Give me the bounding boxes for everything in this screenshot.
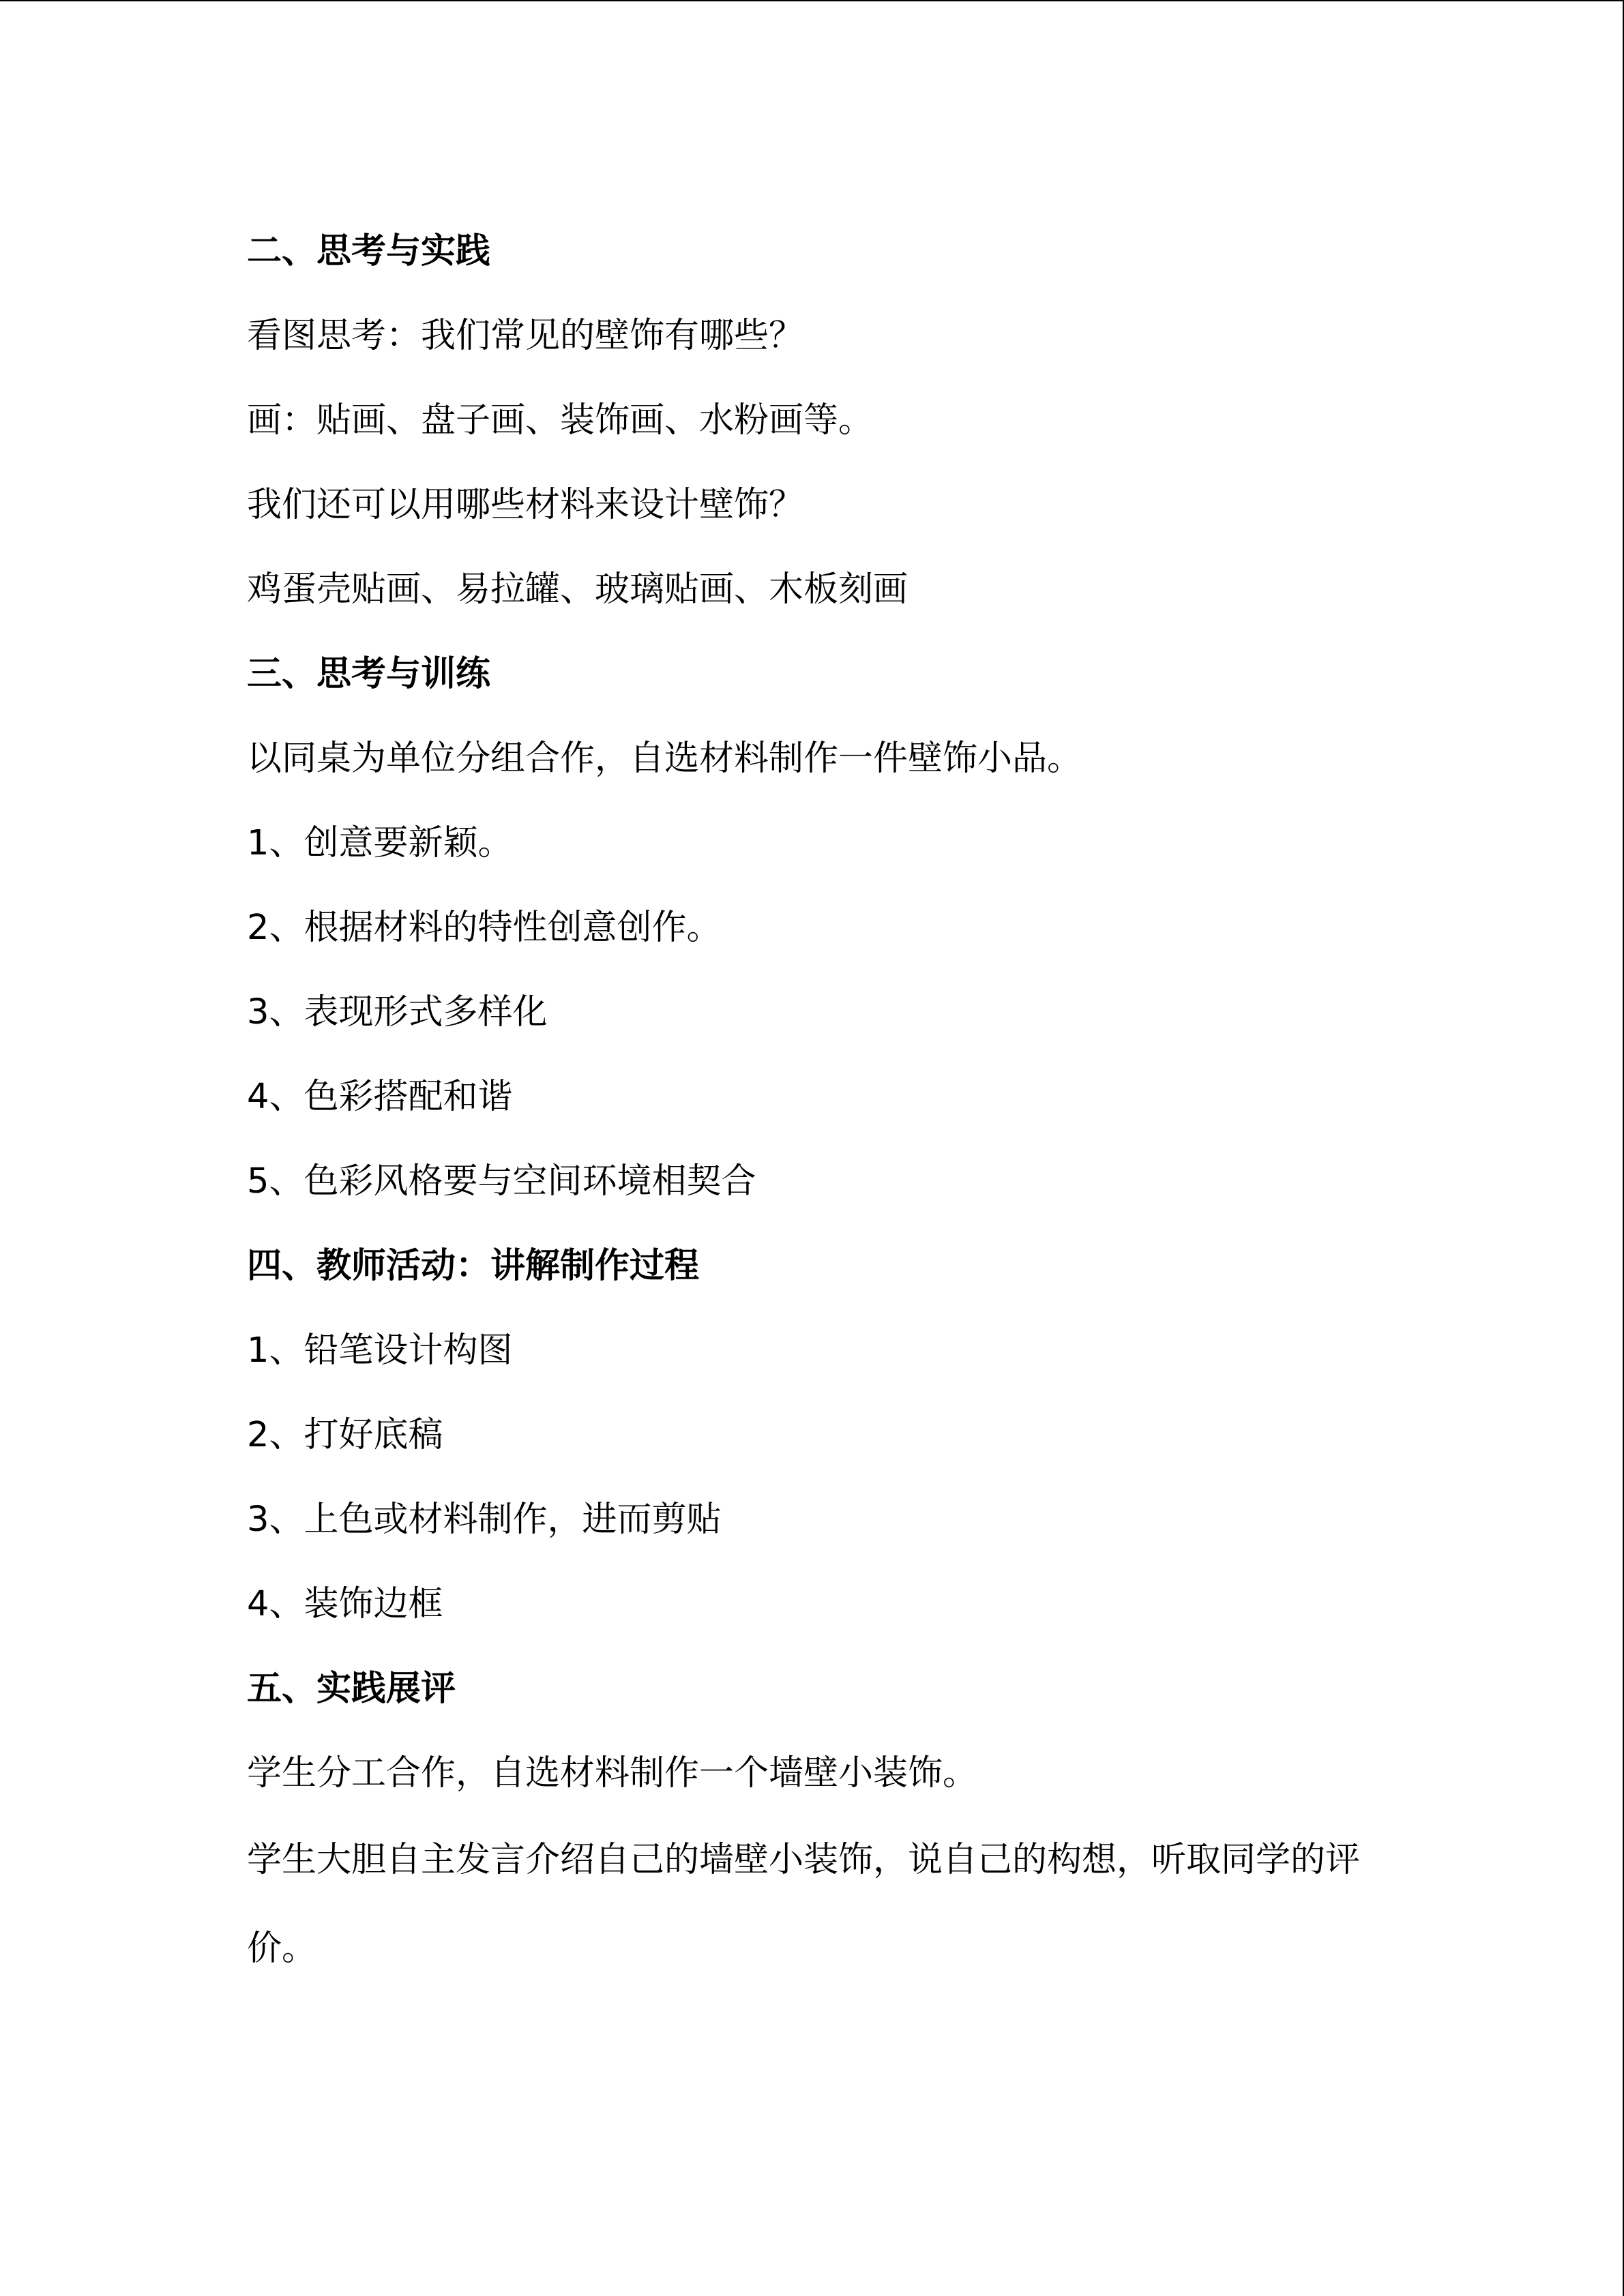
section-heading-thinking-practice: 二、思考与实践 [247,231,491,271]
section-heading-thinking-training: 三、思考与训练 [247,654,491,694]
document-body [247,209,1379,1993]
paragraph-line: 我们还可以用哪些材料来设计壁饰？ [247,485,804,525]
paragraph-line: 鸡蛋壳贴画、易拉罐、玻璃贴画、木板刻画 [247,569,909,610]
paragraph-line: 以同桌为单位分组合作，自选材料制作一件壁饰小品。 [247,739,1082,779]
list-item: 2、根据材料的特性创意创作。 [247,908,722,948]
list-item: 4、色彩搭配和谐 [247,1077,513,1117]
list-item: 5、色彩风格要与空间环境相契合 [247,1161,756,1202]
list-item: 1、创意要新颖。 [247,823,513,863]
paragraph-line: 学生大胆自主发言介绍自己的墙壁小装饰，说自己的构想，听取同学的评价。 [247,1840,1361,1969]
list-item: 2、打好底稿 [247,1415,443,1455]
paragraph-line: 画：贴画、盘子画、装饰画、水粉画等。 [247,400,874,441]
list-item: 3、表现形式多样化 [247,992,548,1032]
paragraph-line: 看图思考：我们常见的壁饰有哪些？ [247,316,804,356]
section-heading-practice-review: 五、实践展评 [247,1669,456,1709]
list-item: 3、上色或材料制作，进而剪贴 [247,1500,722,1540]
list-item: 4、装饰边框 [247,1584,443,1624]
list-item: 1、铅笔设计构图 [247,1330,513,1371]
paragraph-line: 学生分工合作，自选材料制作一个墙壁小装饰。 [247,1753,978,1793]
section-heading-teacher-activity: 四、教师活动：讲解制作过程 [247,1246,700,1286]
